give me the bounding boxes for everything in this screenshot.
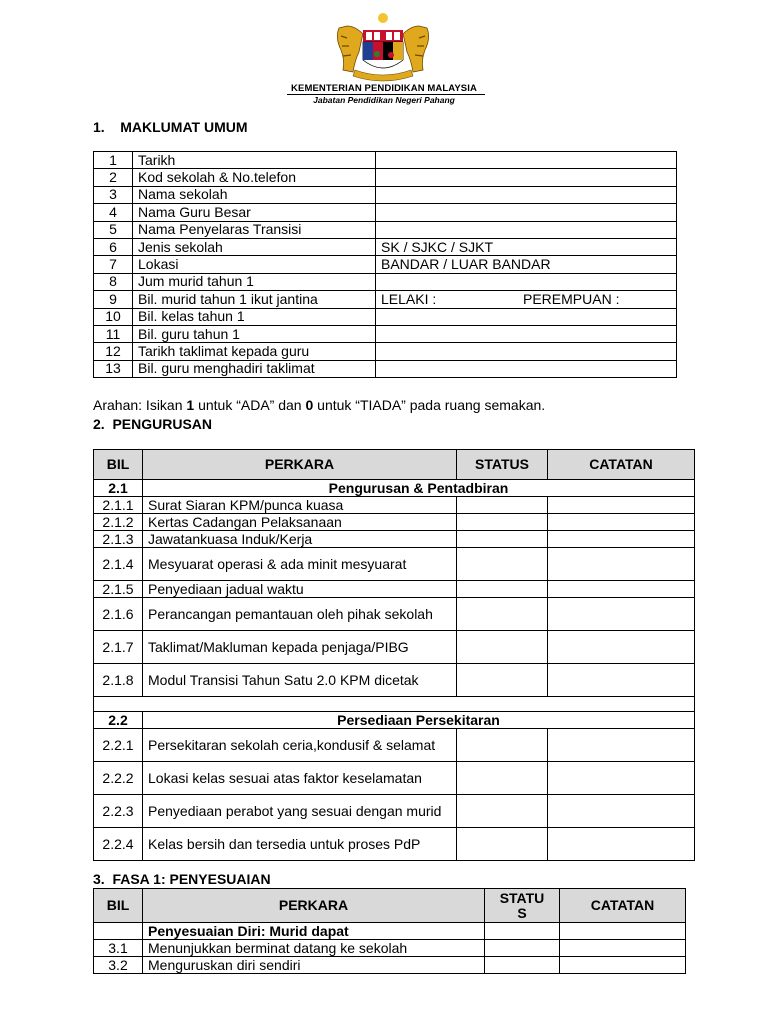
table-row [94,664,695,697]
group-title: Pengurusan & Pentadbiran [143,480,695,497]
management-table [93,449,695,861]
item-text: Kertas Cadangan Pelaksanaan [143,514,457,531]
row-label: Lokasi [133,256,376,273]
section-2-title: 2. PENGURUSAN [93,416,213,432]
item-number: 2.1.2 [94,514,143,531]
instruction-mid: untuk “ADA” dan [194,397,306,413]
subheading-row [94,923,686,940]
table-row [94,531,695,548]
department-name: Jabatan Pendidikan Negeri Pahang [313,95,455,105]
item-number: 2.1.3 [94,531,143,548]
group-number: 2.2 [94,712,143,729]
item-number: 2.1.1 [94,497,143,514]
notes-cell[interactable] [548,762,695,795]
status-cell[interactable] [485,923,560,940]
col-status-header: STATUS [457,450,548,480]
notes-cell[interactable] [548,497,695,514]
row-value-cell[interactable]: SK / SJKC / SJKT [376,238,677,255]
row-value-cell[interactable] [376,273,677,290]
table-row [94,325,677,342]
item-text: Modul Transisi Tahun Satu 2.0 KPM dicetak [143,664,457,697]
table-row [94,598,695,631]
status-cell[interactable] [457,664,548,697]
row-number: 7 [94,256,133,273]
status-cell[interactable] [457,531,548,548]
table-row [94,795,695,828]
row-number: 10 [94,308,133,325]
table-row [94,514,695,531]
general-info-table [93,151,677,378]
male-count-label: LELAKI : [381,290,437,307]
row-value-cell[interactable] [376,152,677,169]
group-header-row [94,712,695,729]
status-cell[interactable] [457,729,548,762]
row-number: 2 [94,169,133,186]
row-label: Nama sekolah [133,186,376,203]
row-label: Tarikh taklimat kepada guru [133,343,376,360]
status-cell[interactable] [457,828,548,861]
table-row [94,828,695,861]
item-number: 2.2.2 [94,762,143,795]
table-row [94,221,677,238]
row-value-cell[interactable] [376,186,677,203]
row-value-cell[interactable] [376,221,677,238]
instruction-text [93,397,545,413]
row-label: Tarikh [133,152,376,169]
table-row [94,548,695,581]
row-label: Bil. guru tahun 1 [133,325,376,342]
item-number: 2.1.8 [94,664,143,697]
table-row [94,729,695,762]
table-header-row [94,889,686,923]
table-row [94,291,677,308]
row-value-cell[interactable] [376,204,677,221]
notes-cell[interactable] [548,548,695,581]
row-number: 13 [94,360,133,377]
item-text: Mesyuarat operasi & ada minit mesyuarat [143,548,457,581]
row-label: Nama Penyelaras Transisi [133,221,376,238]
notes-cell[interactable] [548,531,695,548]
col-catatan-header: CATATAN [548,450,695,480]
row-value-cell[interactable] [376,308,677,325]
section-3-title: 3. FASA 1: PENYESUAIAN [93,871,271,887]
item-text: Penyediaan jadual waktu [143,581,457,598]
notes-cell[interactable] [548,631,695,664]
table-row [94,360,677,377]
notes-cell[interactable] [548,581,695,598]
item-text: Persekitaran sekolah ceria,kondusif & selamat [143,729,457,762]
item-text: Surat Siaran KPM/punca kuasa [143,497,457,514]
table-row [94,308,677,325]
row-number: 12 [94,343,133,360]
item-number: 2.1.7 [94,631,143,664]
row-number: 8 [94,273,133,290]
table-row [94,204,677,221]
col-bil-header: BIL [94,889,143,923]
row-value-cell[interactable]: BANDAR / LUAR BANDAR [376,256,677,273]
notes-cell[interactable] [548,664,695,697]
table-row [94,581,695,598]
group-header-row [94,480,695,497]
notes-cell[interactable] [548,514,695,531]
status-cell[interactable] [457,795,548,828]
item-number: 2.1.4 [94,548,143,581]
table-row [94,762,695,795]
notes-cell[interactable] [560,957,686,974]
row-number: 6 [94,238,133,255]
notes-cell[interactable] [548,828,695,861]
row-label: Jum murid tahun 1 [133,273,376,290]
row-value-cell[interactable] [376,169,677,186]
status-cell[interactable] [457,514,548,531]
row-label: Bil. kelas tahun 1 [133,308,376,325]
status-cell[interactable] [485,957,560,974]
empty-bil-cell [94,923,143,940]
row-value-cell[interactable] [376,291,677,308]
table-row [94,940,686,957]
status-cell[interactable] [457,598,548,631]
notes-cell[interactable] [548,598,695,631]
item-number: 2.1.6 [94,598,143,631]
row-label: Kod sekolah & No.telefon [133,169,376,186]
notes-cell[interactable] [548,729,695,762]
status-cell[interactable] [457,631,548,664]
spacer-cell [94,697,695,712]
section-1-title: 1. MAKLUMAT UMUM [93,119,248,135]
item-number: 2.1.5 [94,581,143,598]
notes-cell[interactable] [560,940,686,957]
table-header-row [94,450,695,480]
group-title: Persediaan Persekitaran [143,712,695,729]
table-row [94,169,677,186]
table-row [94,238,677,255]
row-number: 3 [94,186,133,203]
female-count-label: PEREMPUAN : [523,290,620,307]
instruction-zero: 0 [305,397,314,413]
status-cell[interactable] [457,762,548,795]
item-text: Penyediaan perabot yang sesuai dengan murid [143,795,457,828]
table-row [94,343,677,360]
table-row [94,497,695,514]
col-status-header: STATU S [485,889,560,923]
item-number: 2.2.4 [94,828,143,861]
row-label: Jenis sekolah [133,238,376,255]
row-value-cell[interactable] [376,325,677,342]
col-perkara-header: PERKARA [143,450,457,480]
notes-cell[interactable] [560,923,686,940]
ministry-name: KEMENTERIAN PENDIDIKAN MALAYSIA [291,83,477,94]
col-catatan-header: CATATAN [560,889,686,923]
item-text: Jawatankuasa Induk/Kerja [143,531,457,548]
status-cell[interactable] [457,497,548,514]
row-value-cell[interactable] [376,343,677,360]
status-cell[interactable] [457,581,548,598]
item-text: Taklimat/Makluman kepada penjaga/PIBG [143,631,457,664]
item-text: Kelas bersih dan tersedia untuk proses PdP [143,828,457,861]
item-number: 2.2.3 [94,795,143,828]
row-number: 9 [94,291,133,308]
row-number: 4 [94,204,133,221]
table-row [94,256,677,273]
item-text: Menunjukkan berminat datang ke sekolah [143,940,485,957]
row-number: 11 [94,325,133,342]
item-number: 3.1 [94,940,143,957]
group-number: 2.1 [94,480,143,497]
item-number: 3.2 [94,957,143,974]
col-bil-header: BIL [94,450,143,480]
spacer-row [94,697,695,712]
row-number: 5 [94,221,133,238]
row-label: Bil. murid tahun 1 ikut jantina [133,291,376,308]
item-text: Perancangan pemantauan oleh pihak sekolah [143,598,457,631]
table-row [94,957,686,974]
coat-of-arms-logo [333,8,433,82]
notes-cell[interactable] [548,795,695,828]
row-label: Bil. guru menghadiri taklimat [133,360,376,377]
item-text: Menguruskan diri sendiri [143,957,485,974]
instruction-pre: Arahan: Isikan [93,397,187,413]
subheading-text: Penyesuaian Diri: Murid dapat [143,923,485,940]
row-value-cell[interactable] [376,360,677,377]
table-row [94,152,677,169]
status-cell[interactable] [485,940,560,957]
adaptation-table [93,888,686,974]
table-row [94,631,695,664]
row-label: Nama Guru Besar [133,204,376,221]
status-cell[interactable] [457,548,548,581]
instruction-post: untuk “TIADA” pada ruang semakan. [313,397,546,413]
table-row [94,186,677,203]
table-row [94,273,677,290]
row-number: 1 [94,152,133,169]
item-text: Lokasi kelas sesuai atas faktor keselamatan [143,762,457,795]
instruction-one: 1 [186,397,195,413]
col-perkara-header: PERKARA [143,889,485,923]
item-number: 2.2.1 [94,729,143,762]
